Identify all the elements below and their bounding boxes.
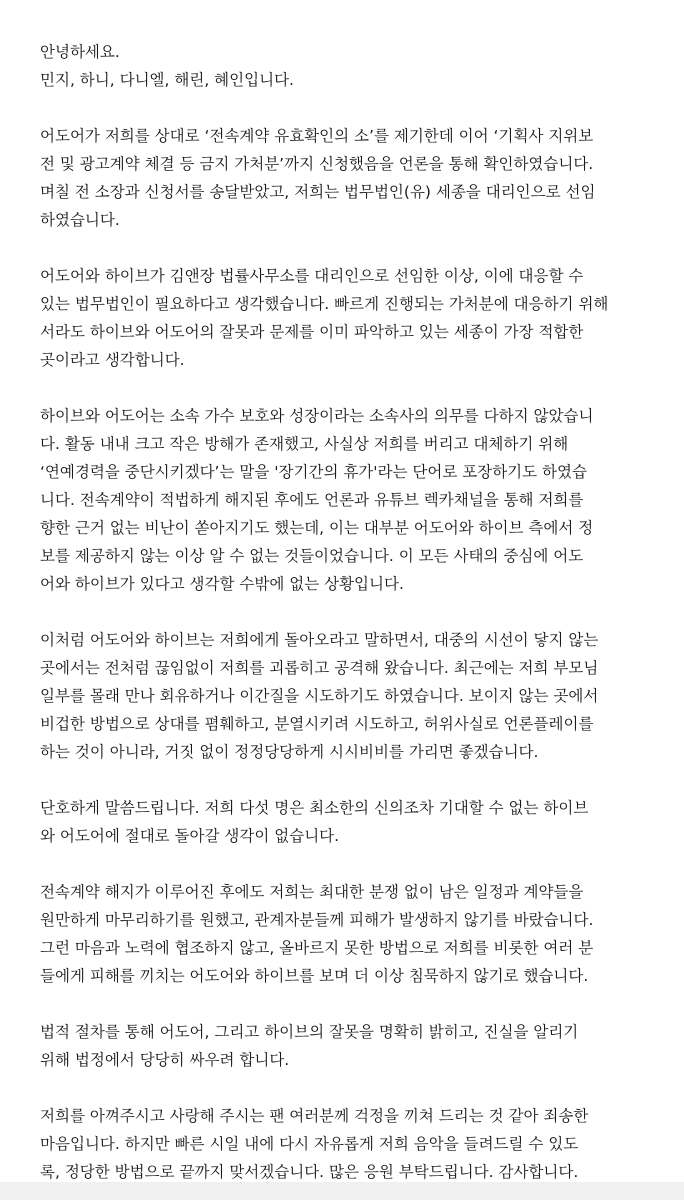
paragraph-3-line-3: ‘연예경력을 중단시키겠다’는 말을 '장기간의 휴가'라는 단어로 포장하기도 하였습 (40, 463, 587, 481)
paragraph-6-line-4: 들에게 피해를 끼치는 어도어와 하이브를 보며 더 이상 침묵하지 않기로 했습니다. (40, 967, 589, 985)
bottom-edge-bar (0, 1182, 684, 1200)
paragraph-2-line-3: 서라도 하이브와 어도어의 잘못과 문제를 이미 파악하고 있는 세종이 가장 적합한 (40, 323, 584, 341)
paragraph-1-line-4: 하였습니다. (40, 211, 120, 229)
paragraph-5-line-1: 단호하게 말씀드립니다. 저희 다섯 명은 최소한의 신의조차 기대할 수 없는 하이브 (40, 799, 589, 817)
paragraph-8-line-3: 록, 정당한 방법으로 끝까지 맞서겠습니다. 많은 응원 부탁드립니다. 감사합니다. (40, 1163, 579, 1181)
paragraph-8-line-1: 저희를 아껴주시고 사랑해 주시는 팬 여러분께 걱정을 끼쳐 드리는 것 같아 죄송한 (40, 1107, 589, 1125)
paragraph-1-line-2: 전 및 광고계약 체결 등 금지 가처분’까지 신청했음을 언론을 통해 확인하였습니다. (40, 155, 594, 173)
paragraph-7-line-1: 법적 절차를 통해 어도어, 그리고 하이브의 잘못을 명확히 밝히고, 진실을 알리기 (40, 1023, 579, 1041)
paragraph-3-line-6: 보를 제공하지 않는 이상 알 수 없는 것들이었습니다. 이 모든 사태의 중심에 어도 (40, 547, 584, 565)
paragraph-3-line-1: 하이브와 어도어는 소속 가수 보호와 성장이라는 소속사의 의무를 다하지 않았습니 (40, 407, 594, 425)
members-line: 민지, 하니, 다니엘, 해린, 혜인입니다. (40, 71, 294, 89)
paragraph-4-line-3: 일부를 몰래 만나 회유하거나 이간질을 시도하기도 하였습니다. 보이지 않는 곳에서 (40, 687, 599, 705)
paragraph-3-line-2: 다. 활동 내내 크고 작은 방해가 존재했고, 사실상 저희를 버리고 대체하기 위해 (40, 435, 569, 453)
paragraph-4-line-2: 곳에서는 전처럼 끊임없이 저희를 괴롭히고 공격해 왔습니다. 최근에는 저희 부모님 (40, 659, 599, 677)
paragraph-3-line-5: 향한 근거 없는 비난이 쏟아지기도 했는데, 이는 대부분 어도어와 하이브 측에서 정 (40, 519, 594, 537)
paragraph-6-line-3: 그런 마음과 노력에 협조하지 않고, 올바르지 못한 방법으로 저희를 비롯한 여러 분 (40, 939, 594, 957)
paragraph-2-line-2: 있는 법무법인이 필요하다고 생각했습니다. 빠르게 진행되는 가처분에 대응하기 위해 (40, 295, 609, 313)
paragraph-5-line-2: 와 어도어에 절대로 돌아갈 생각이 없습니다. (40, 827, 340, 845)
paragraph-3-line-7: 어와 하이브가 있다고 생각할 수밖에 없는 상황입니다. (40, 575, 404, 593)
paragraph-4-line-1: 이처럼 어도어와 하이브는 저희에게 돌아오라고 말하면서, 대중의 시선이 닿지 않는 (40, 631, 599, 649)
paragraph-2-line-1: 어도어와 하이브가 김앤장 법률사무소를 대리인으로 선임한 이상, 이에 대응할 수 (40, 267, 584, 285)
paragraph-6-line-1: 전속계약 해지가 이루어진 후에도 저희는 최대한 분쟁 없이 남은 일정과 계약들을 (40, 883, 584, 901)
paragraph-6-line-2: 원만하게 마무리하기를 원했고, 관계자분들께 피해가 발생하지 않기를 바랐습니다. (40, 911, 594, 929)
paragraph-7-line-2: 위해 법정에서 당당히 싸우려 합니다. (40, 1051, 290, 1069)
paragraph-4-line-5: 하는 것이 아니라, 거짓 없이 정정당당하게 시시비비를 가리면 좋겠습니다. (40, 743, 539, 761)
paragraph-1-line-1: 어도어가 저희를 상대로 ‘전속계약 유효확인의 소’를 제기한데 이어 ‘기획사 지위보 (40, 127, 594, 145)
paragraph-3-line-4: 니다. 전속계약이 적법하게 해지된 후에도 언론과 유튜브 렉카채널을 통해 저희를 (40, 491, 584, 509)
paragraph-2-line-4: 곳이라고 생각합니다. (40, 351, 185, 369)
paragraph-4-line-4: 비겁한 방법으로 상대를 폄훼하고, 분열시키려 시도하고, 허위사실로 언론플레이를 (40, 715, 594, 733)
paragraph-8-line-2: 마음입니다. 하지만 빠른 시일 내에 다시 자유롭게 저희 음악을 들려드릴 수 있도 (40, 1135, 579, 1153)
paragraph-1-line-3: 며칠 전 소장과 신청서를 송달받았고, 저희는 법무법인(유) 세종을 대리인으로 선임 (40, 183, 596, 201)
greeting-line: 안녕하세요. (40, 43, 120, 61)
